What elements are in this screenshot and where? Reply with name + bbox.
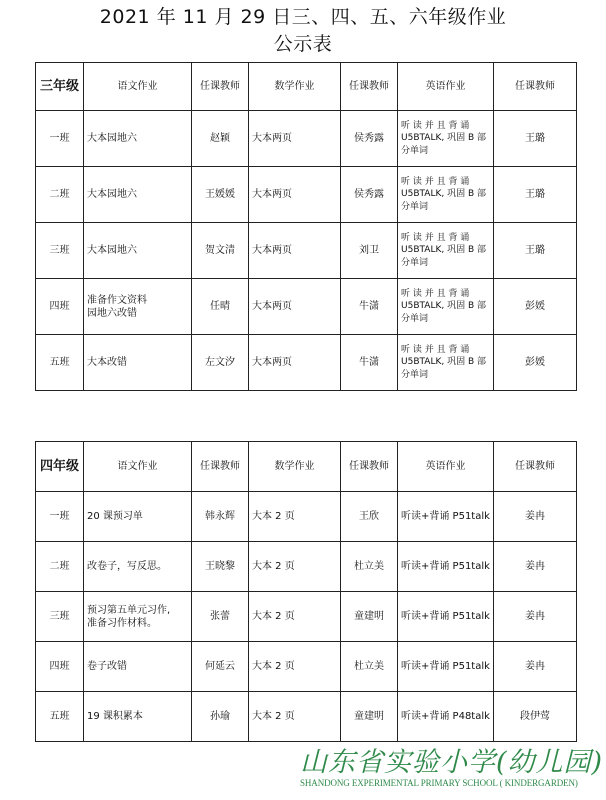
english-teacher-cell: 彭媛 bbox=[494, 335, 577, 391]
english-teacher-cell: 彭媛 bbox=[494, 279, 577, 335]
math-homework-cell: 大本两页 bbox=[249, 111, 341, 167]
math-homework-cell: 大本两页 bbox=[249, 335, 341, 391]
english-teacher-cell: 姜冉 bbox=[494, 642, 577, 692]
english-homework-cell: 听读+背诵 P48talk bbox=[398, 692, 494, 742]
class-cell: 二班 bbox=[36, 167, 84, 223]
header-math: 数学作业 bbox=[249, 63, 341, 111]
class-cell: 四班 bbox=[36, 279, 84, 335]
class-cell: 三班 bbox=[36, 592, 84, 642]
table-row bbox=[36, 692, 577, 742]
table-row bbox=[36, 279, 577, 335]
english-teacher-cell: 王璐 bbox=[494, 223, 577, 279]
math-homework-cell: 大本 2 页 bbox=[249, 642, 341, 692]
chinese-teacher-cell: 张蕾 bbox=[192, 592, 249, 642]
math-teacher-cell: 童建明 bbox=[341, 592, 398, 642]
english-homework-cell: 听读+背诵 P51talk bbox=[398, 642, 494, 692]
chinese-homework-cell: 19 课积累本 bbox=[84, 692, 192, 742]
english-homework-cell: 听 读 并 且 背 诵 U5BTALK, 巩固 B 部 分单词 bbox=[398, 279, 494, 335]
chinese-teacher-cell: 左文汐 bbox=[192, 335, 249, 391]
header-teacher-english: 任课教师 bbox=[494, 63, 577, 111]
chinese-homework-cell: 大本园地六 bbox=[84, 111, 192, 167]
header-chinese: 语文作业 bbox=[84, 442, 192, 492]
table-row bbox=[36, 111, 577, 167]
header-math: 数学作业 bbox=[249, 442, 341, 492]
chinese-homework-cell: 准备作文资料 园地六改错 bbox=[84, 279, 192, 335]
math-teacher-cell: 杜立美 bbox=[341, 542, 398, 592]
table-row bbox=[36, 542, 577, 592]
chinese-homework-cell: 改卷子，写反思。 bbox=[84, 542, 192, 592]
english-homework-cell: 听 读 并 且 背 诵 U5BTALK, 巩固 B 部 分单词 bbox=[398, 111, 494, 167]
english-homework-cell: 听 读 并 且 背 诵 U5BTALK, 巩固 B 部 分单词 bbox=[398, 335, 494, 391]
table-row bbox=[36, 492, 577, 542]
table-header-row bbox=[36, 63, 577, 111]
chinese-homework-cell: 卷子改错 bbox=[84, 642, 192, 692]
header-teacher-chinese: 任课教师 bbox=[192, 442, 249, 492]
math-teacher-cell: 侯秀露 bbox=[341, 111, 398, 167]
header-chinese: 语文作业 bbox=[84, 63, 192, 111]
class-cell: 四班 bbox=[36, 642, 84, 692]
math-teacher-cell: 童建明 bbox=[341, 692, 398, 742]
class-cell: 五班 bbox=[36, 335, 84, 391]
table-header-row bbox=[36, 442, 577, 492]
math-teacher-cell: 牛潇 bbox=[341, 279, 398, 335]
chinese-teacher-cell: 韩永辉 bbox=[192, 492, 249, 542]
chinese-teacher-cell: 何延云 bbox=[192, 642, 249, 692]
grade3-homework-table bbox=[35, 62, 577, 391]
header-grade: 四年级 bbox=[36, 442, 84, 492]
english-teacher-cell: 姜冉 bbox=[494, 542, 577, 592]
page-title bbox=[0, 4, 606, 58]
chinese-homework-cell: 大本园地六 bbox=[84, 223, 192, 279]
chinese-homework-cell: 大本改错 bbox=[84, 335, 192, 391]
chinese-teacher-cell: 赵颖 bbox=[192, 111, 249, 167]
chinese-homework-cell: 预习第五单元习作, 准备习作材料。 bbox=[84, 592, 192, 642]
chinese-homework-cell: 大本园地六 bbox=[84, 167, 192, 223]
math-teacher-cell: 王欣 bbox=[341, 492, 398, 542]
chinese-teacher-cell: 贺文清 bbox=[192, 223, 249, 279]
chinese-teacher-cell: 任晴 bbox=[192, 279, 249, 335]
header-english: 英语作业 bbox=[398, 63, 494, 111]
english-teacher-cell: 王璐 bbox=[494, 167, 577, 223]
math-homework-cell: 大本 2 页 bbox=[249, 692, 341, 742]
math-homework-cell: 大本两页 bbox=[249, 223, 341, 279]
title-line-1: 2021 年 11 月 29 日三、四、五、六年级作业 bbox=[99, 6, 507, 28]
english-teacher-cell: 王璐 bbox=[494, 111, 577, 167]
table-row bbox=[36, 592, 577, 642]
title-line-2: 公示表 bbox=[273, 33, 333, 55]
table-row bbox=[36, 642, 577, 692]
math-homework-cell: 大本两页 bbox=[249, 279, 341, 335]
header-teacher-english: 任课教师 bbox=[494, 442, 577, 492]
header-teacher-math: 任课教师 bbox=[341, 442, 398, 492]
math-teacher-cell: 牛潇 bbox=[341, 335, 398, 391]
header-grade: 三年级 bbox=[36, 63, 84, 111]
english-teacher-cell: 姜冉 bbox=[494, 592, 577, 642]
math-homework-cell: 大本 2 页 bbox=[249, 492, 341, 542]
chinese-teacher-cell: 王晓黎 bbox=[192, 542, 249, 592]
math-homework-cell: 大本 2 页 bbox=[249, 542, 341, 592]
class-cell: 三班 bbox=[36, 223, 84, 279]
class-cell: 一班 bbox=[36, 492, 84, 542]
math-teacher-cell: 刘卫 bbox=[341, 223, 398, 279]
header-teacher-math: 任课教师 bbox=[341, 63, 398, 111]
math-teacher-cell: 杜立美 bbox=[341, 642, 398, 692]
grade4-homework-table bbox=[35, 441, 577, 742]
school-name-en: SHANDONG EXPERIMENTAL PRIMARY SCHOOL ( KINDERGARDEN) bbox=[300, 778, 578, 788]
math-teacher-cell: 侯秀露 bbox=[341, 167, 398, 223]
header-teacher-chinese: 任课教师 bbox=[192, 63, 249, 111]
table-row bbox=[36, 223, 577, 279]
english-teacher-cell: 段伊莺 bbox=[494, 692, 577, 742]
english-teacher-cell: 姜冉 bbox=[494, 492, 577, 542]
english-homework-cell: 听 读 并 且 背 诵 U5BTALK, 巩固 B 部 分单词 bbox=[398, 223, 494, 279]
math-homework-cell: 大本 2 页 bbox=[249, 592, 341, 642]
english-homework-cell: 听读+背诵 P51talk bbox=[398, 592, 494, 642]
table-row bbox=[36, 167, 577, 223]
class-cell: 二班 bbox=[36, 542, 84, 592]
class-cell: 五班 bbox=[36, 692, 84, 742]
english-homework-cell: 听读+背诵 P51talk bbox=[398, 492, 494, 542]
chinese-homework-cell: 20 课预习单 bbox=[84, 492, 192, 542]
school-name-cn: 山东省实验小学(幼儿园) bbox=[300, 747, 604, 778]
table-row bbox=[36, 335, 577, 391]
header-english: 英语作业 bbox=[398, 442, 494, 492]
class-cell: 一班 bbox=[36, 111, 84, 167]
chinese-teacher-cell: 孙瑜 bbox=[192, 692, 249, 742]
chinese-teacher-cell: 王媛媛 bbox=[192, 167, 249, 223]
english-homework-cell: 听读+背诵 P51talk bbox=[398, 542, 494, 592]
math-homework-cell: 大本两页 bbox=[249, 167, 341, 223]
english-homework-cell: 听 读 并 且 背 诵 U5BTALK, 巩固 B 部 分单词 bbox=[398, 167, 494, 223]
